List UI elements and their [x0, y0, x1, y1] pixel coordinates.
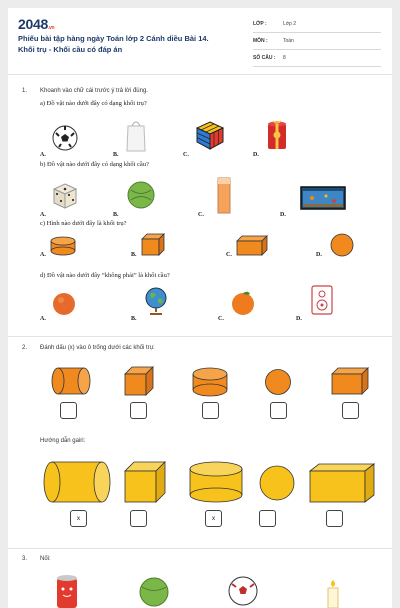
options-1c: [8, 232, 392, 272]
cylinder-icon: [50, 366, 92, 396]
checkbox-checked[interactable]: x: [70, 510, 87, 527]
question-1d: d) Đồ vật nào dưới đây “không phải” là khối cầu?: [40, 272, 170, 279]
meta-class: LỚP : Lớp 2: [253, 16, 381, 33]
speaker-icon: [310, 284, 334, 316]
soccer-ball-icon: [52, 125, 78, 151]
dice-icon: [52, 182, 78, 210]
option-a[interactable]: A.: [40, 176, 90, 218]
candle-icon[interactable]: [324, 578, 342, 608]
option-a[interactable]: A.: [40, 284, 90, 322]
question-1b: b) Đồ vật nào dưới đây có dạng khối cầu?: [40, 161, 149, 168]
question-1c: c) Hình nào dưới đây là khối trụ?: [40, 220, 127, 227]
rubiks-cube-icon: [195, 120, 225, 150]
question-1: 1. Khoanh vào chữ cái trước ý trả lời đúng.: [22, 88, 148, 94]
green-ball-icon[interactable]: [138, 576, 170, 608]
option-d[interactable]: D.: [316, 232, 366, 258]
option-b[interactable]: B.: [131, 284, 181, 322]
option-b[interactable]: B.: [131, 232, 181, 258]
checkbox[interactable]: [130, 510, 147, 527]
globe-icon: [143, 286, 169, 316]
option-b[interactable]: B.: [113, 176, 163, 218]
checkbox[interactable]: [202, 402, 219, 419]
divider: [8, 548, 392, 549]
checkbox[interactable]: [326, 510, 343, 527]
aquarium-icon: [300, 186, 346, 210]
meta-subject: MÔN : Toán: [253, 33, 381, 50]
option-b[interactable]: B.: [113, 118, 163, 158]
soda-can-icon[interactable]: [54, 574, 80, 608]
cylinder-icon: [42, 460, 112, 504]
options-1a: [8, 118, 392, 158]
cube-icon: [123, 460, 167, 504]
cuboid-icon: [330, 366, 370, 396]
divider: [8, 336, 392, 337]
orange-ball-icon: [52, 292, 76, 316]
option-c[interactable]: C.: [218, 284, 268, 322]
option-a[interactable]: A.: [40, 232, 90, 258]
soccer-ball-icon[interactable]: [228, 574, 258, 608]
cube-icon: [123, 365, 155, 397]
juice-glass-icon: [216, 176, 232, 214]
question-1a: a) Đồ vật nào dưới đây có dạng khối trụ?: [40, 100, 147, 107]
orange-fruit-icon: [230, 290, 256, 316]
options-1d: [8, 284, 392, 324]
option-d[interactable]: D.: [253, 118, 308, 158]
checkbox[interactable]: [130, 402, 147, 419]
site-logo[interactable]: 2048.vn: [18, 16, 55, 32]
cylinder-icon: [188, 460, 244, 504]
cuboid-icon: [235, 234, 269, 256]
worksheet: [8, 8, 392, 608]
answer-guide-label: Hướng dẫn gairi:: [40, 438, 86, 444]
checkbox[interactable]: [259, 510, 276, 527]
meta-info: [253, 16, 381, 67]
option-d[interactable]: D.: [296, 284, 346, 322]
checkbox[interactable]: [342, 402, 359, 419]
checkbox-checked[interactable]: x: [205, 510, 222, 527]
green-ball-icon: [127, 181, 155, 209]
option-c[interactable]: C.: [198, 176, 248, 218]
option-c[interactable]: C.: [183, 118, 238, 158]
checkbox[interactable]: [60, 402, 77, 419]
checkbox[interactable]: [270, 402, 287, 419]
question-2: 2. Đánh dấu (x) vào ô trống dưới các khối trụ:: [22, 345, 155, 351]
option-d[interactable]: D.: [280, 176, 360, 218]
option-a[interactable]: A.: [40, 118, 90, 158]
divider: [8, 74, 392, 75]
gift-box-icon: [265, 118, 289, 150]
sphere-icon: [258, 464, 296, 502]
cuboid-icon: [308, 462, 376, 504]
meta-count: SỐ CÂU : 8: [253, 50, 381, 67]
cylinder-icon: [49, 236, 77, 256]
sphere-icon: [330, 233, 354, 257]
option-c[interactable]: C.: [226, 232, 276, 258]
sphere-icon: [264, 368, 292, 396]
options-1b: [8, 176, 392, 216]
question-3: 3. Nối:: [22, 556, 51, 562]
page-title: Phiếu bài tập hàng ngày Toán lớp 2 Cánh diều Bài 14. Khối trụ - Khối cầu có đáp án: [18, 34, 209, 54]
cylinder-icon: [191, 366, 229, 398]
paper-bag-icon: [125, 118, 147, 152]
cube-icon: [140, 232, 166, 256]
